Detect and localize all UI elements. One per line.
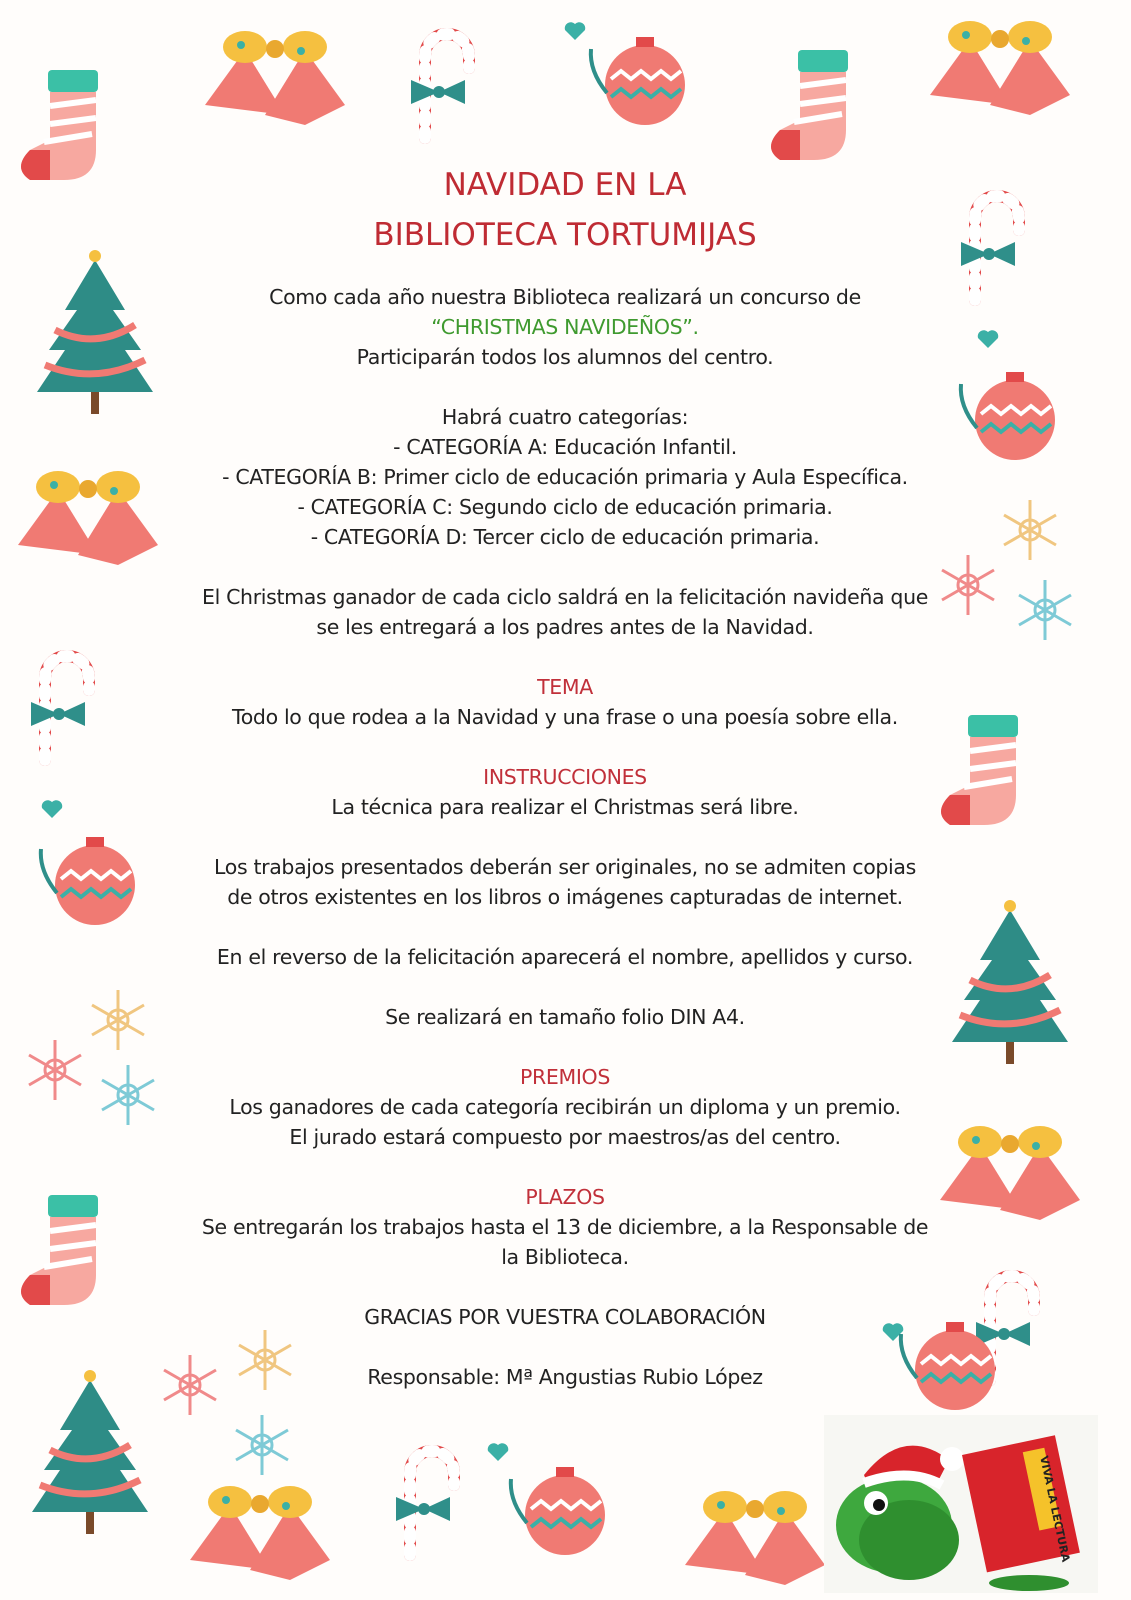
thanks-text: GRACIAS POR VUESTRA COLABORACIÓN [364, 1305, 766, 1329]
title-line-1: NAVIDAD EN LA [443, 167, 687, 203]
candy-cane-icon [396, 1451, 454, 1555]
stocking-icon [21, 70, 98, 180]
turtle-mascot-icon [824, 1415, 1098, 1593]
turtle-mascot-image [824, 1415, 1098, 1593]
plazos-heading: PLAZOS [525, 1185, 605, 1209]
candy-cane-icon [31, 656, 89, 760]
stocking-icon [771, 50, 848, 160]
bells-icon [685, 1491, 825, 1585]
christmas-tree-icon [37, 250, 153, 414]
responsable-text: Responsable: Mª Angustias Rubio López [367, 1365, 763, 1389]
plazos-line-1: Se entregarán los trabajos hasta el 13 de diciembre, a la Responsable de [201, 1215, 929, 1239]
book-label: VIVA LA LECTURA [1037, 1454, 1073, 1564]
heart-icon [978, 330, 999, 348]
category-item: - CATEGORÍA B: Primer ciclo de educación primaria y Aula Específica. [222, 465, 908, 489]
tema-text: Todo lo que rodea a la Navidad y una frase o una poesía sobre ella. [232, 705, 898, 729]
bells-icon [930, 21, 1070, 115]
instrucciones-heading: INSTRUCCIONES [483, 765, 647, 789]
stocking-icon [21, 1195, 98, 1305]
instrucciones-p1: La técnica para realizar el Christmas será libre. [331, 795, 799, 819]
ornament-icon [961, 372, 1055, 460]
category-item: - CATEGORÍA D: Tercer ciclo de educación primaria. [310, 525, 820, 549]
candy-cane-icon [411, 34, 469, 138]
instrucciones-p3: En el reverso de la felicitación aparecerá el nombre, apellidos y curso. [216, 945, 914, 969]
category-item: - CATEGORÍA C: Segundo ciclo de educación primaria. [297, 495, 833, 519]
snowflake-icon [92, 990, 144, 1050]
candy-cane-icon [961, 196, 1019, 300]
christmas-tree-icon [32, 1370, 148, 1534]
ornament-icon [41, 837, 135, 925]
page-title [170, 160, 960, 260]
bells-icon [18, 471, 158, 565]
bells-icon [190, 1486, 330, 1580]
snowflake-icon [1019, 580, 1071, 640]
snowflake-icon [1004, 500, 1056, 560]
snowflake-icon [236, 1415, 288, 1475]
instrucciones-p4: Se realizará en tamaño folio DIN A4. [385, 1005, 745, 1029]
winner-line-2: se les entregará a los padres antes de la Navidad. [316, 615, 814, 639]
intro-line-1: Como cada año nuestra Biblioteca realizará un concurso de [269, 285, 861, 309]
christmas-tree-icon [952, 900, 1068, 1064]
snowflake-icon [102, 1065, 154, 1125]
heart-icon [565, 22, 586, 40]
premios-line-2: El jurado estará compuesto por maestros/as del centro. [289, 1125, 841, 1149]
contest-name: “CHRISTMAS NAVIDEÑOS”. [431, 315, 699, 339]
plazos-line-2: la Biblioteca. [501, 1245, 629, 1269]
ornament-icon [591, 37, 685, 125]
heart-icon [488, 1443, 509, 1461]
ornament-icon [511, 1467, 605, 1555]
categories-heading: Habrá cuatro categorías: [441, 405, 689, 429]
instrucciones-p2-line1: Los trabajos presentados deberán ser originales, no se admiten copias [214, 855, 916, 879]
bells-icon [205, 31, 345, 125]
bells-icon [940, 1126, 1080, 1220]
heart-icon [42, 800, 63, 818]
intro-line-3: Participarán todos los alumnos del centro. [356, 345, 774, 369]
premios-line-1: Los ganadores de cada categoría recibirán un diploma y un premio. [229, 1095, 901, 1119]
category-item: - CATEGORÍA A: Educación Infantil. [393, 435, 737, 459]
premios-heading: PREMIOS [520, 1065, 610, 1089]
winner-line-1: El Christmas ganador de cada ciclo saldrá en la felicitación navideña que [201, 585, 929, 609]
snowflake-icon [29, 1040, 81, 1100]
instrucciones-p2-line2: de otros existentes en los libros o imágenes capturadas de internet. [227, 885, 903, 909]
title-line-2: BIBLIOTECA TORTUMIJAS [373, 217, 757, 253]
flyer-content [170, 150, 960, 1392]
tema-heading: TEMA [537, 675, 593, 699]
